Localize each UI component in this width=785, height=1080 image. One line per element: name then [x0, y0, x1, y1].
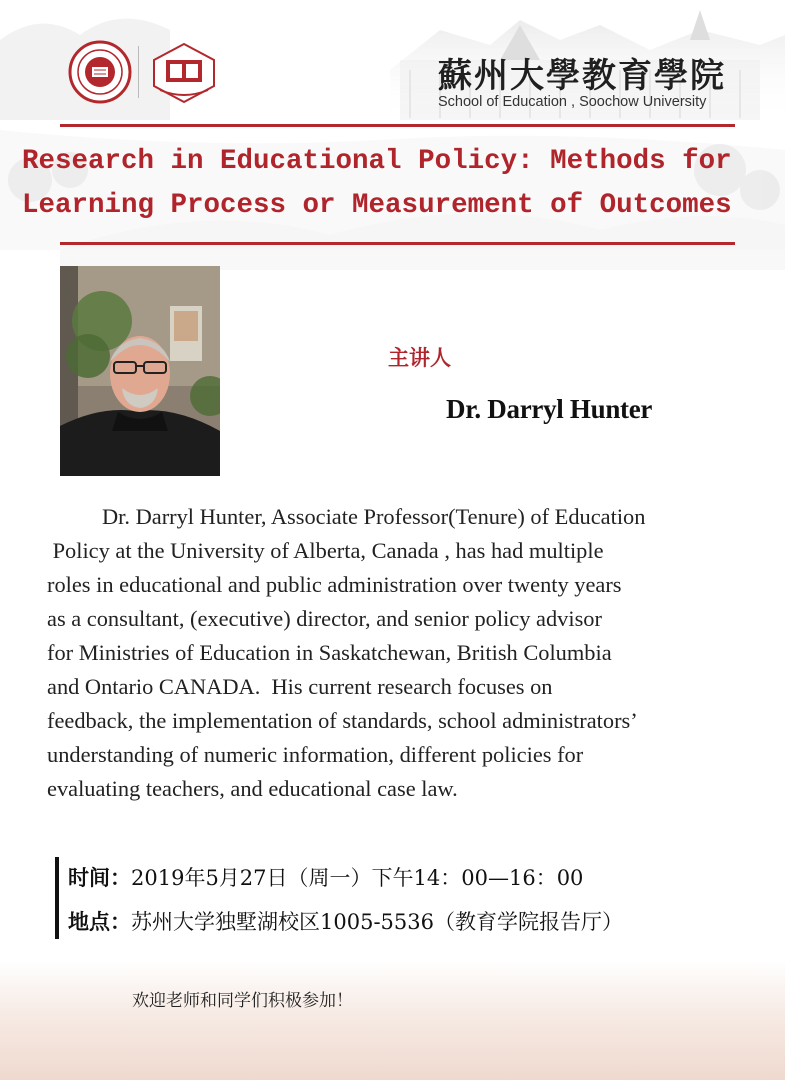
- bio-line: roles in educational and public administration over twenty years: [47, 572, 622, 597]
- bio-line: evaluating teachers, and educational case law.: [47, 776, 458, 801]
- lecture-title-line-1: Research in Educational Policy: Methods for: [22, 146, 732, 177]
- title-bottom-rule: [60, 242, 735, 245]
- title-top-rule: [60, 124, 735, 127]
- bio-line: as a consultant, (executive) director, and senior policy advisor: [47, 606, 602, 631]
- event-place-value: 苏州大学独墅湖校区1005-5536（教育学院报告厅）: [131, 910, 623, 934]
- school-name-chinese: 蘇州大學教育學院: [438, 56, 726, 96]
- speaker-name: Dr. Darryl Hunter: [446, 394, 653, 424]
- school-name-english: School of Education , Soochow University: [438, 94, 707, 110]
- event-time: [68, 862, 583, 892]
- bio-line: understanding of numeric information, different policies for: [47, 742, 584, 767]
- event-time-label: 时间：: [68, 866, 131, 890]
- lecture-title-line-2: Learning Process or Measurement of Outcomes: [22, 190, 732, 221]
- bio-line: Dr. Darryl Hunter, Associate Professor(Tenure) of Education: [102, 504, 646, 529]
- speaker-photo: [60, 266, 220, 476]
- event-place-label: 地点：: [68, 910, 131, 934]
- logo-divider: [138, 46, 139, 98]
- bio-line: feedback, the implementation of standards, school administrators’: [47, 708, 638, 733]
- lecture-title: [22, 140, 772, 228]
- bio-line: for Ministries of Education in Saskatchewan, British Columbia: [47, 640, 612, 665]
- speaker-bio: [47, 500, 772, 806]
- event-info-bar: [55, 857, 59, 939]
- bio-line: Policy at the University of Alberta, Canada , has had multiple: [47, 538, 604, 563]
- event-place: [68, 906, 623, 936]
- invitation-note: 欢迎老师和同学们积极参加！: [132, 991, 353, 1011]
- speaker-label: 主讲人: [388, 346, 451, 370]
- bio-line: and Ontario CANADA. His current research focuses on: [47, 674, 553, 699]
- soochow-university-seal-icon: [68, 40, 132, 104]
- school-of-education-emblem-icon: [148, 40, 220, 104]
- event-time-value: 2019年5月27日（周一）下午14：00—16：00: [131, 866, 584, 890]
